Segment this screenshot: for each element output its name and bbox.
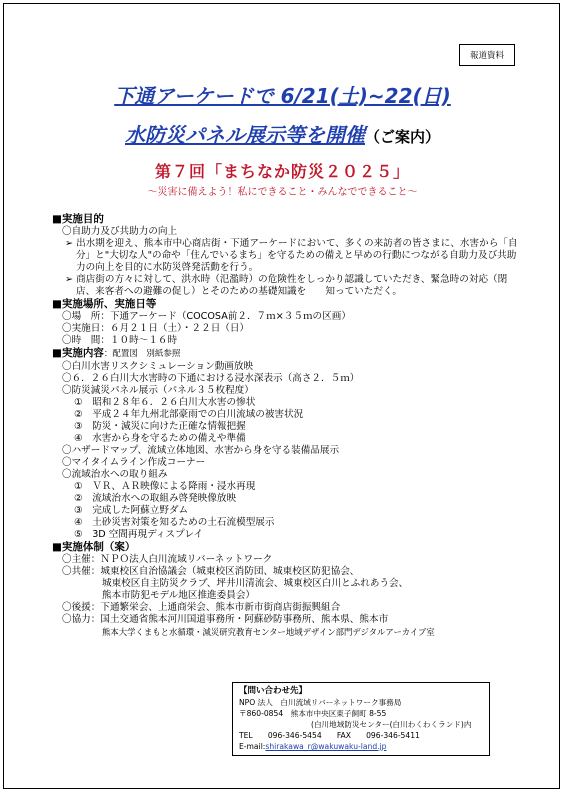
org-cohost: 〇共催：城東校区自治協議会（城東校区消防団、城東校区防犯協会、 [62, 566, 360, 577]
section-purpose-heading: ■実施目的 [52, 213, 104, 225]
purpose-item: 〇自助力及び共助力の向上 [62, 226, 178, 237]
section-content-heading [52, 347, 522, 361]
content-item: 〇６．２６白川大水害時の下通における浸水深表示（高さ２．５ｍ） [62, 373, 360, 384]
panel-item: ② 平成２４年九州北部豪雨での白川流域の被害状況 [74, 409, 304, 420]
email-label: E-mail: [239, 742, 266, 751]
section-org-heading: ■実施体制（案） [52, 541, 136, 553]
content-item: 〇流域治水への取り組み [62, 469, 168, 480]
flood-item: ④ 土砂災害対策を知るための土石流模型展示 [74, 517, 275, 528]
place-line: 〇場 所：下通アーケード（COCOSA前２．７ｍ×３５ｍの区画） [62, 311, 351, 322]
org-coop: 〇協力：国土交通省熊本河川国道事務所・阿蘇砂防事務所、熊本県、熊本市 [62, 614, 389, 625]
content-item: 〇防災減災パネル展示（パネル３５枚程度） [62, 385, 254, 396]
contact-org: NPO 法人 白川流域リバーネットワーク事務局 [239, 698, 402, 707]
contact-address-2: (白川地域防災センター(白川わくわくランド)内 [311, 720, 472, 729]
press-release-badge: 報道資料 [459, 44, 515, 66]
purpose-bullet-2: ➢ 商店街の方々に対して、洪水時（氾濫時）の危険性をしっかり認識していただき、緊急時の対応（閉店、来客者への避難の促し）とそのための基礎知識を 知っていただく。 [65, 274, 508, 297]
content-note: ：配置図 別紙参照 [103, 349, 181, 359]
flood-item: ① ＶＲ、ＡＲ映像による降雨・浸水再現 [74, 481, 256, 492]
title-suffix: （ご案内） [364, 128, 440, 146]
org-support: 〇後援：下通繁栄会、上通商栄会、熊本市新市街商店街振興組合 [62, 602, 341, 613]
document-body [52, 213, 522, 638]
date-line: 〇実施日：６月２１日（土）・２２日（日） [62, 323, 250, 334]
flood-item: ② 流域治水への取組み啓発映像放映 [74, 493, 237, 504]
content-item: 〇ハザードマップ、流域立体地図、水害から身を守る装備品展示 [62, 445, 340, 456]
event-name: 第７回「まちなか防災２０２５」 [154, 162, 410, 181]
org-cohost-cont: 城東校区自主防災クラブ、坪井川清流会、城東校区白川とふれあう会、 [102, 578, 409, 589]
content-item: 〇マイタイムライン作成コーナー [62, 457, 206, 468]
title-line-1: 下通アーケードで 6/21(土)~22(日) [114, 84, 451, 108]
org-cohost-cont: 熊本市防犯モデル地区推進委員会） [102, 590, 256, 601]
panel-item: ① 昭和２８年６．２６白川大水害の惨状 [74, 397, 256, 408]
panel-item: ③ 防災・減災に向けた正確な情報把握 [74, 421, 246, 432]
contact-address: 〒860-0854 熊本市中央区東子飼町 8-55 [239, 709, 387, 718]
contact-phone-fax: TEL 096-346-5454 FAX 096-346-5411 [239, 731, 420, 740]
contact-box [232, 682, 490, 756]
flood-item: ⑤ 3D 空間再現ディスプレイ [74, 529, 204, 540]
time-line: 〇時 間：１０時～１６時 [62, 335, 178, 346]
title-line-2: 水防災パネル展示等を開催（ご案内） [124, 123, 440, 147]
slogan: ～災害に備えよう！私にできること・みんなでできること～ [147, 187, 418, 198]
flood-item: ③ 完成した阿蘇立野ダム [74, 505, 189, 516]
purpose-bullet-1: ➢ 出水期を迎え、熊本市中心商店街・下通アーケードにおいて、多くの来訪者の皆さまに、水害から「自分」と"大切な人"の命や「住んでいるまち」を守るための備えと早めの行動につながる自助力及び共助力の向上を目的に水防災啓発活動を行う。 [65, 238, 518, 273]
contact-heading: 【問い合わせ先】 [239, 686, 308, 696]
org-host: 〇主催：ＮＰＯ法人白川流域リバーネットワーク [62, 554, 273, 565]
content-item: 〇白川水害リスクシミュレーション動画放映 [62, 361, 254, 372]
contact-email-line [239, 741, 483, 752]
section-place-heading: ■実施場所、実施日等 [52, 298, 157, 310]
content-heading-text: ■実施内容 [52, 347, 104, 359]
panel-item: ④ 水害から身を守るための備えや準備 [74, 433, 246, 444]
email-link[interactable]: shirakawa_r@wakuwaku-land.jp [265, 742, 387, 751]
org-coop-cont: 熊本大学くまもと水循環・減災研究教育センター地域デザイン部門デジタルアーカイブ室 [102, 627, 435, 637]
